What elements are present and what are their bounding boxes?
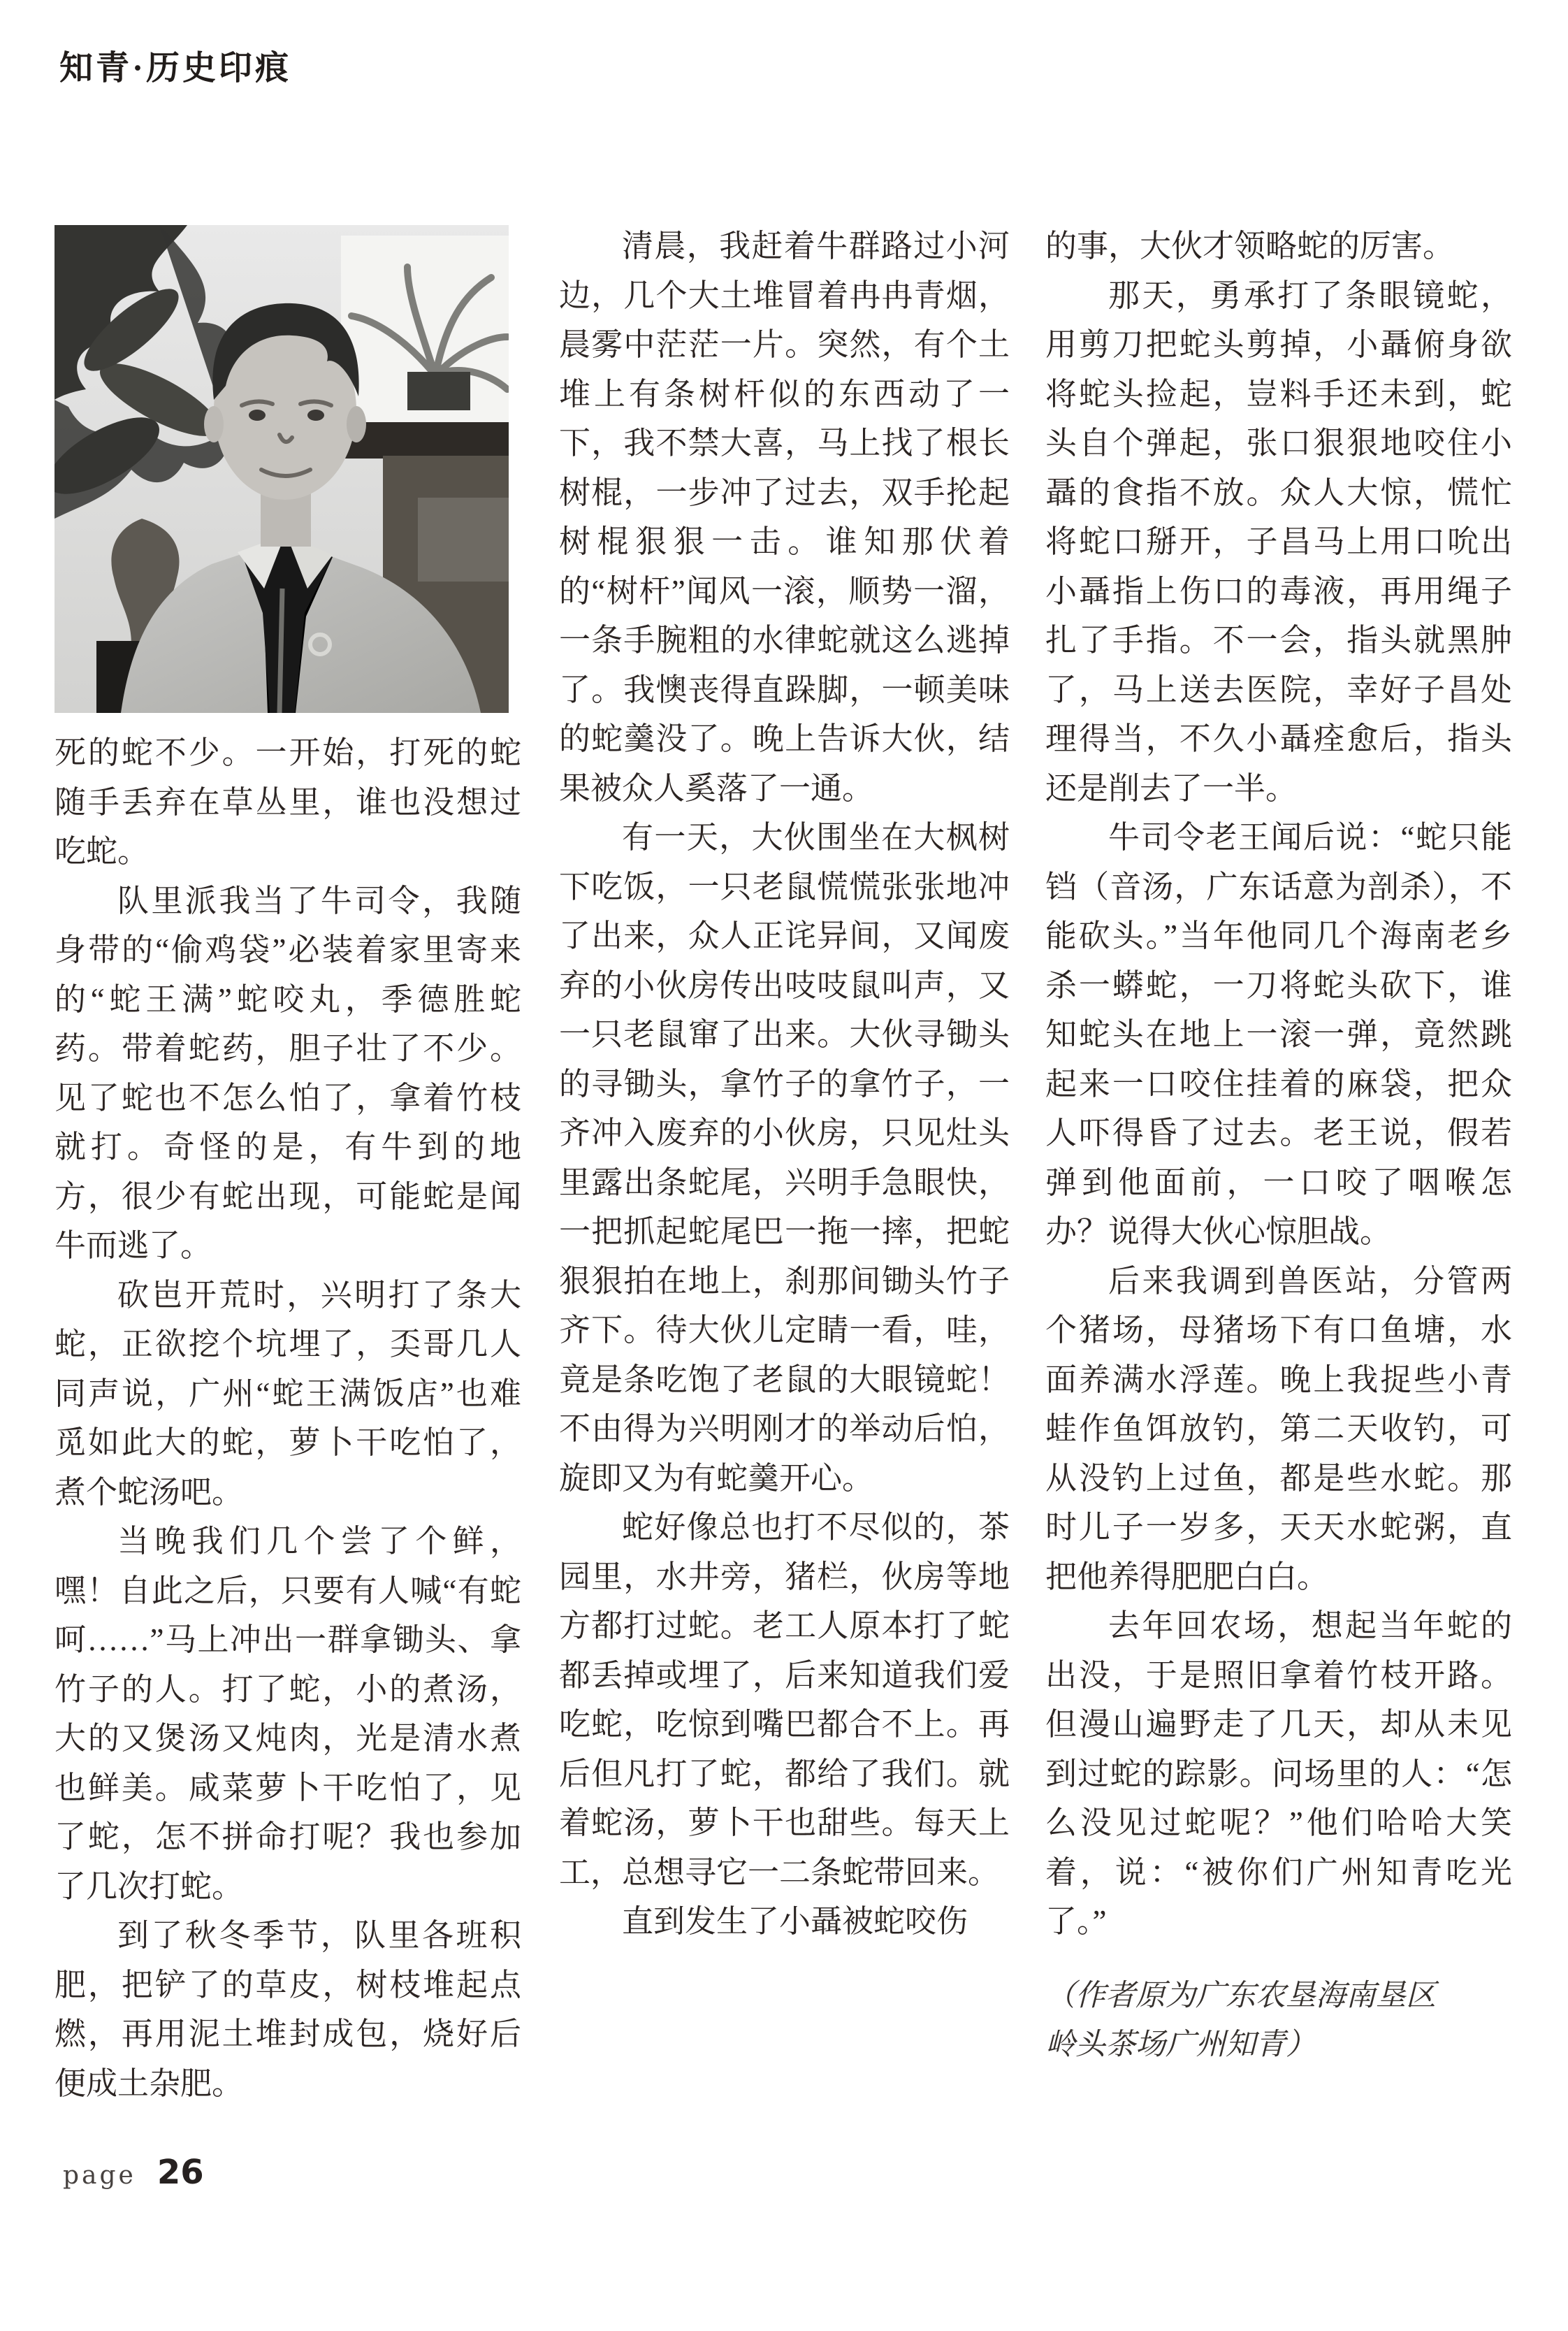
portrait-photo-illustration	[55, 225, 509, 713]
zipper	[280, 589, 282, 713]
eye-right	[307, 410, 324, 421]
page-number: 26	[157, 2153, 204, 2192]
author-note	[1045, 1972, 1512, 2070]
paragraph: 蛇好像总也打不尽似的，茶园里，水井旁，猪栏，伙房等地方都打过蛇。老工人原本打了蛇都丢掉或埋了，后来知道我们爱吃蛇，吃惊到嘴巴都合不上。再后但凡打了蛇，都给了我们。就着蛇汤，萝卜干也甜些。每天上工，总想寻它一二条蛇带回来。	[559, 1510, 1010, 1890]
page-footer	[63, 2153, 204, 2192]
column-1	[55, 728, 521, 2108]
paragraph: 直到发生了小聶被蛇咬伤	[622, 1904, 968, 1939]
paragraph: 到了秋冬季节，队里各班积肥，把铲了的草皮，树枝堆起点燃，再用泥土堆封成包，烧好后便成土杂肥。	[55, 1918, 521, 2101]
paragraph: 那天，勇承打了条眼镜蛇，用剪刀把蛇头剪掉，小聶俯身欲将蛇头捡起，豈料手还未到，蛇头自个弹起，张口狠狠地咬住小聶的食指不放。众人大惊，慌忙将蛇口掰开，子昌马上用口吮出小聶指上伤口的毒液，再用绳子扎了手指。不一会，指头就黑肿了，马上送去医院，幸好子昌处理得当，不久小聶痊愈后，指头还是削去了一半。	[1045, 277, 1512, 806]
paragraph: 当晚我们几个尝了个鲜，嘿！自此之后，只要有人喊“有蛇呵……”马上冲出一群拿锄头、拿竹子的人。打了蛇，小的煮汤，大的又煲汤又炖肉，光是清水煮也鲜美。咸菜萝卜干吃怕了，见了蛇，怎不拼命打呢？我也参加了几次打蛇。	[55, 1524, 521, 1904]
eye-left	[249, 410, 266, 421]
window-planter	[407, 372, 470, 410]
paragraph: 队里派我当了牛司令，我随身带的“偷鸡袋”必装着家里寄来的“蛇王满”蛇咬丸，季德胜蛇药。带着蛇药，胆子壮了不少。见了蛇也不怎么怕了，拿着竹枝就打。奇怪的是，有牛到的地方，很少有蛇出现，可能蛇是闻牛而逃了。	[55, 883, 521, 1263]
ear-right	[347, 406, 366, 442]
paragraph: 后来我调到兽医站，分管两个猪场，母猪场下有口鱼塘，水面养满水浮莲。晚上我捉些小青蛙作鱼饵放钓，第二天收钓，可从没钓上过鱼，都是些水蛇。那时儿子一岁多，天天水蛇粥，直把他养得肥肥白白。	[1045, 1263, 1512, 1594]
paragraph: 的事，大伙才领略蛇的厉害。	[1045, 229, 1455, 264]
paragraph: 清晨，我赶着牛群路过小河边，几个大土堆冒着冉冉青烟，晨雾中茫茫一片。突然，有个土堆上有条树杆似的东西动了一下，我不禁大喜，马上找了根长树棍，一步冲了过去，双手抡起树棍狠狠一击。谁知那伏着的“树杆”闻风一滚，顺势一溜，一条手腕粗的水律蛇就这么逃掉了。我懊丧得直跺脚，一顿美味的蛇羹没了。晚上告诉大伙，结果被众人奚落了一通。	[559, 229, 1010, 806]
author-note-line: （作者原为广东农垦海南垦区	[1045, 1979, 1436, 2012]
author-note-line: 岭头茶场广州知青）	[1045, 2028, 1316, 2061]
page-label: page	[63, 2161, 136, 2190]
cushion	[418, 498, 509, 582]
paragraph: 牛司令老王闻后说：“蛇只能铛（音汤，广东话意为剖杀），不能砍头。”当年他同几个海南老乡杀一蟒蛇，一刀将蛇头砍下，谁知蛇头在地上一滚一弹，竟然跳起来一口咬住挂着的麻袋，把众人吓得昏了过去。老王说，假若弹到他面前，一口咬了咽喉怎办？说得大伙心惊胆战。	[1045, 820, 1512, 1249]
ear-left	[204, 406, 224, 442]
column-2	[559, 222, 1010, 1947]
paragraph: 砍岜开荒时，兴明打了条大蛇，正欲挖个坑埋了，奀哥几人同声说，广州“蛇王满饭店”也难觅如此大的蛇，萝卜干吃怕了，煮个蛇汤吧。	[55, 1277, 521, 1510]
column-3	[1045, 222, 1512, 2070]
portrait-photo	[55, 225, 509, 713]
paragraph: 死的蛇不少。一开始，打死的蛇随手丢弃在草丛里，谁也没想过吃蛇。	[55, 735, 521, 869]
section-title: 知青·历史印痕	[59, 50, 292, 87]
paragraph: 有一天，大伙围坐在大枫树下吃饭，一只老鼠慌慌张张地冲了出来，众人正诧异间，又闻废弃的小伙房传出吱吱鼠叫声，又一只老鼠窜了出来。大伙寻锄头的寻锄头，拿竹子的拿竹子，一齐冲入废弃的小伙房，只见灶头里露出条蛇尾，兴明手急眼快，一把抓起蛇尾巴一拖一摔，把蛇狠狠拍在地上，刹那间锄头竹子齐下。待大伙儿定睛一看，哇，竟是条吃饱了老鼠的大眼镜蛇！不由得为兴明刚才的举动后怕，旋即又为有蛇羹开心。	[559, 820, 1010, 1496]
paragraph: 去年回农场，想起当年蛇的出没，于是照旧拿着竹枝开路。但漫山遍野走了几天，却从未见到过蛇的踪影。问场里的人：“怎么没见过蛇呢？”他们哈哈大笑着，说：“被你们广州知青吃光了。”	[1045, 1608, 1512, 1939]
column-3-paragraphs	[1045, 222, 1512, 1947]
